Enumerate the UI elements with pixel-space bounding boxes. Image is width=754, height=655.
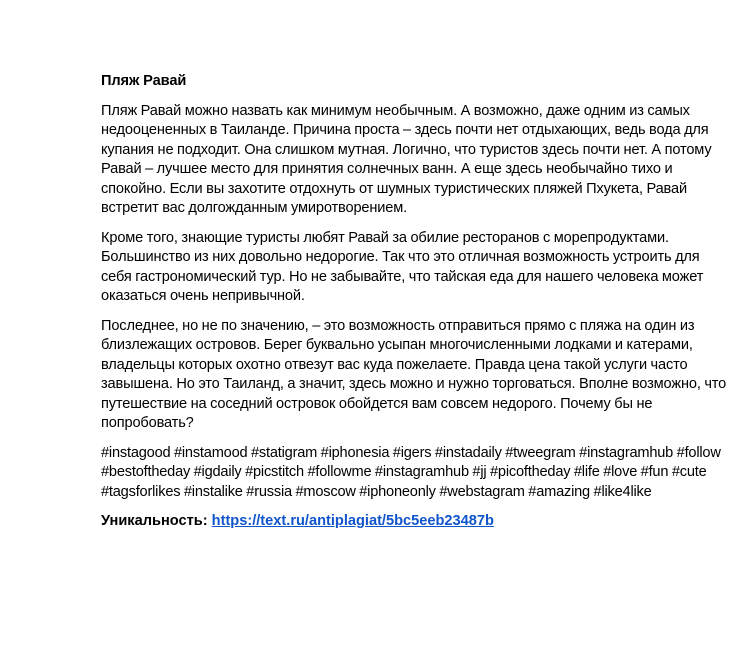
hashtags-paragraph: #instagood #instamood #statigram #iphonesia #igers #instadaily #tweegram #instagramhub #follow #bestoftheday #igdaily #picstitch #followme #instagramhub #jj #picoftheday #life #love #fun #cute #tagsforlikes #instalike #russia #moscow #iphoneonly #webstagram #amazing #like4like xyxy=(101,444,721,500)
document-page xyxy=(101,72,729,532)
uniqueness-label: Уникальность: xyxy=(101,513,208,529)
uniqueness-link[interactable]: https://text.ru/antiplagiat/5bc5eeb23487b xyxy=(211,513,494,529)
paragraph-1: Пляж Равай можно назвать как минимум необычным. А возможно, даже одним из самых недооцененных в Таиланде. Причина проста – здесь почти нет отдыхающих, ведь вода для купания не подходит. Она слишком мутная. Логично, что туристов здесь почти нет. А потому Равай – лучшее место для принятия солнечных ванн. А еще здесь необычайно тихо и спокойно. Если вы захотите отдохнуть от шумных туристических пляжей Пхукета, Равай встретит вас долгожданным умиротворением. xyxy=(101,102,712,216)
document-title: Пляж Равай xyxy=(101,73,187,89)
paragraph-2: Кроме того, знающие туристы любят Равай за обилие ресторанов с морепродуктами. Большинство из них довольно недорогие. Так что это отличная возможность устроить для себя гастрономический тур. Но не забывайте, что тайская еда для нашего человека может оказаться очень непривычной. xyxy=(101,229,704,304)
paragraph-3: Последнее, но не по значению, – это возможность отправиться прямо с пляжа на один из близлежащих островов. Берег буквально усыпан многочисленными лодками и катерами, владельцы которых охотно отвезут вас куда пожелаете. Правда цена такой услуги часто завышена. Но это Таиланд, а значит, здесь можно и нужно торговаться. Вполне возможно, что путешествие на соседний островок обойдется вам совсем недорого. Почему бы не попробовать? xyxy=(101,317,727,431)
uniqueness-line xyxy=(101,512,729,532)
